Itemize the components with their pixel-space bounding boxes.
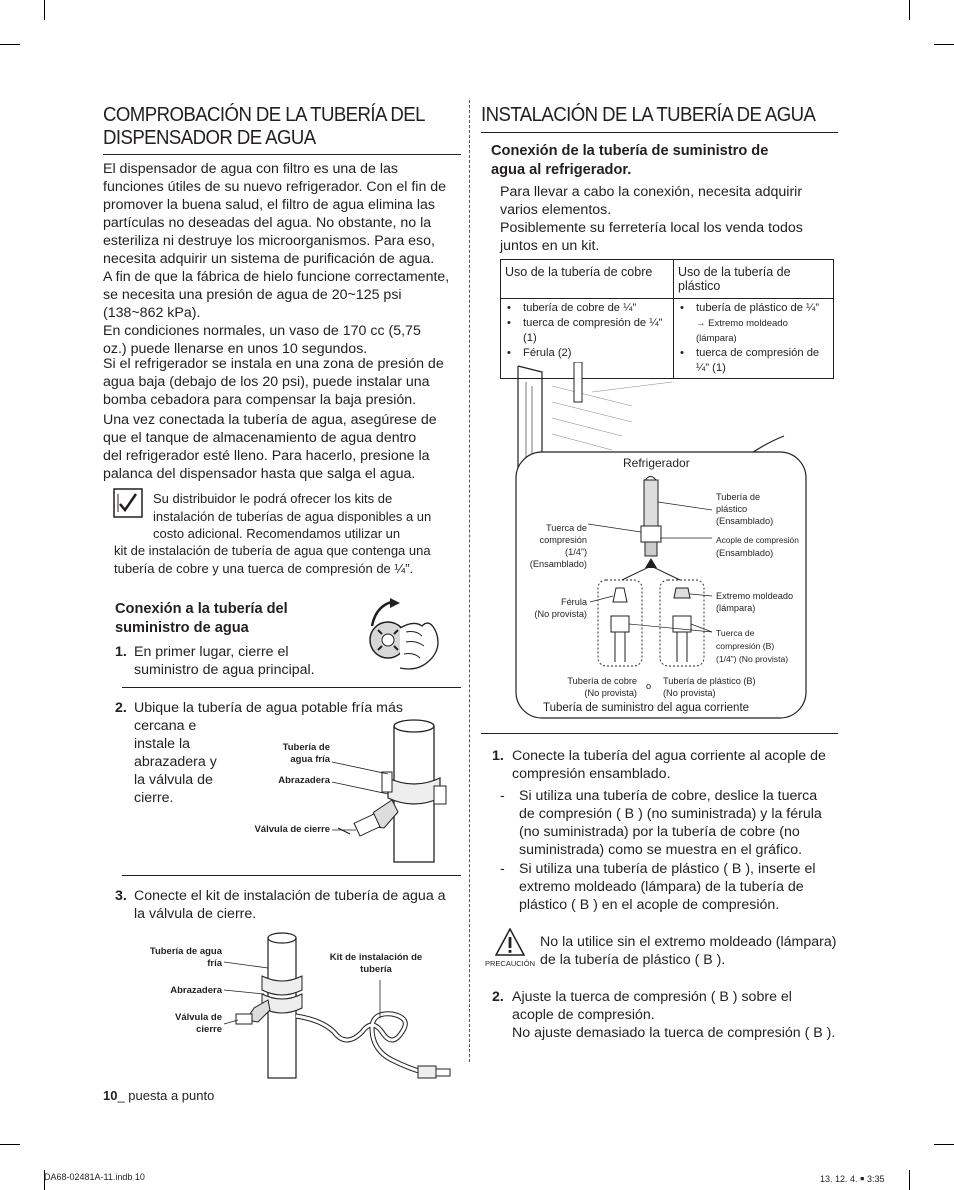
page-footer (103, 1088, 214, 1103)
supply-intro: Para llevar a cabo la conexión, necesita adquirir varios elementos. Posiblemente su ferretería local los venda todos juntos en un kit. (500, 184, 803, 254)
dash-bullet: - (500, 861, 505, 877)
list-item: • tuerca de compresión de ¼” (1) (505, 316, 669, 346)
ferrule-label: Férula (No provista) (534, 597, 587, 619)
plastic-tube-b-label: Tubería de plástico (B) (No provista) (663, 676, 756, 698)
step3-text: Conecte el kit de instalación de tubería de agua a la válvula de cierre. (134, 888, 446, 922)
table-header-copper: Uso de la tubería de cobre (501, 260, 674, 299)
step-rule (122, 687, 461, 688)
plastic-tube-assembled-label: Tubería de plástico (Ensamblado) (716, 492, 774, 526)
list-item: • Férula (2) (505, 346, 669, 361)
caution-text: No la utilice sin el extremo moldeado (lámpara) de la tubería de plástico ( B ). (540, 934, 837, 968)
crop-mark (0, 1144, 20, 1145)
note-text: kit de instalación de tubería de agua que contenga una tubería de cobre y una tuerca de compresión de ¼”. (114, 543, 431, 576)
compression-nut-b-label: Tuerca de compresión (B) (1/4”) (No provista) (716, 628, 789, 664)
right-step2-number: 2. (492, 989, 504, 1005)
table-header-plastic: Uso de la tubería de plástico (674, 260, 834, 299)
list-item: • tubería de cobre de ¼” (505, 301, 669, 316)
clamp-label: Abrazadera (278, 775, 330, 786)
crop-mark (934, 44, 954, 45)
tank-paragraph: Una vez conectada la tubería de agua, asegúrese de que el tanque de almacenamiento de agua dentro del refrigerador esté lleno. Para hacerlo, presione la palanca del dispensador hasta que salga el agua. (103, 412, 437, 482)
right-section-title: INSTALACIÓN DE LA TUBERÍA DE AGUA (481, 104, 816, 126)
list-item: • tuerca de compresión de ¼” (1) (678, 346, 829, 376)
compression-fitting-label: Acople de compresión (716, 535, 799, 545)
or-label: o (646, 681, 652, 691)
step-rule (122, 875, 461, 876)
title-rule (481, 132, 838, 133)
note-icon (113, 488, 143, 518)
step3-number: 3. (115, 888, 127, 904)
shutoff-valve-label: Válvula de cierre (254, 824, 330, 835)
kit-clamp-label: Abrazadera (170, 985, 222, 996)
left-section-title: COMPROBACIÓN DE LA TUBERÍA DEL DISPENSADOR DE AGUA (103, 104, 425, 149)
copper-tube-label: Tubería de cobre (No provista) (567, 676, 637, 698)
crop-mark (909, 0, 910, 20)
page-section: _ puesta a punto (117, 1088, 215, 1103)
title-rule (103, 154, 461, 155)
note-text-indented: Su distribuidor le podrá ofrecer los kits de instalación de tuberías de agua disponibles a un costo adicional. Recomendamos utilizar un (153, 491, 432, 541)
kit-valve-label: Válvula de cierre (175, 1012, 222, 1035)
step1-number: 1. (115, 644, 127, 660)
compression-nut-label: Tuerca de compresión (1/4”) (Ensamblado) (529, 523, 587, 569)
kit-label: Kit de instalación de tubería (329, 952, 423, 975)
plastic-instruction: Si utiliza una tubería de plástico ( B ), inserte el extremo moldeado (lámpara) de la tubería de plástico ( B ) en el acople de compresión. (519, 861, 816, 913)
refrigerator-label: Refrigerador (623, 456, 690, 470)
right-step1-text: Conecte la tubería del agua corriente al acople de compresión ensamblado. (512, 748, 826, 782)
clamp-valve-diagram (238, 716, 462, 868)
compression-fitting-assembled: (Ensamblado) (716, 548, 774, 558)
water-supply-subheading: Conexión a la tubería del suministro de agua (115, 601, 288, 636)
page-number: 10 (103, 1088, 118, 1103)
right-step1-number: 1. (492, 748, 504, 764)
section-rule (481, 733, 838, 734)
cold-pipe-label: Tubería de agua fría (282, 742, 330, 765)
print-date: 13. 12. 4. ￭ 3:35 (820, 1174, 885, 1184)
low-pressure-paragraph: Si el refrigerador se instala en una zona de presión de agua baja (debajo de los 20 psi), puede instalar una bomba cebadora para compensar la baja presión. (103, 356, 444, 408)
crop-mark (0, 44, 20, 45)
right-step2-text: Ajuste la tuerca de compresión ( B ) sobre el acople de compresión. No ajuste demasiado la tuerca de compresión ( B ). (512, 989, 836, 1041)
molded-end-label: Extremo moldeado (lámpara) (716, 591, 794, 613)
intro-paragraph: El dispensador de agua con filtro es una de las funciones útiles de su nuevo refrigerador. Con el fin de promover la buena salud, el filtro de agua elimina las partículas no deseadas del agua. No obstante, no la esteriliza ni destruye los microorganismos. Para eso, necesita adquirir un sistema de purificación de agua. A fin de que la fábrica de hielo funcione correctamente, se necesita una presión de agua de 20~125 psi (138~862 kPa). En condiciones normales, un vaso de 170 cc (5,75 oz.) puede llenarse en unos 10 segundos. (103, 161, 450, 357)
crop-mark (934, 1144, 954, 1145)
supply-pipe-caption: Tubería de suministro del agua corriente (543, 702, 750, 714)
copper-instruction: Si utiliza una tubería de cobre, deslice la tuerca de compresión ( B ) (no suministrada) y la férula (no suministrada) por la tubería de cobre (no suministrada) como se muestra en el gráfico. (519, 788, 822, 858)
supply-connection-subheading: Conexión de la tubería de suministro de agua al refrigerador. (491, 143, 769, 178)
step1-text: En primer lugar, cierre el suministro de agua principal. (134, 644, 315, 678)
file-info: DA68-02481A-11.indb 10 (44, 1172, 145, 1182)
kit-cold-pipe-label: Tubería de agua fría (149, 946, 222, 969)
list-item: • tubería de plástico de ¼” → Extremo moldeado (lámpara) (678, 301, 829, 346)
column-divider (469, 100, 470, 1062)
crop-mark (909, 1170, 910, 1190)
step2-number: 2. (115, 700, 127, 716)
hand-valve-icon (352, 598, 444, 678)
crop-mark (44, 0, 45, 20)
warning-icon (495, 928, 525, 956)
parts-table (500, 259, 834, 379)
caution-label: PRECAUCIÓN (484, 959, 535, 968)
dash-bullet: - (500, 788, 505, 804)
step2-text: Ubique la tubería de agua potable fría más cercana e instale la abrazadera y la válvula de cierre. (134, 700, 403, 806)
